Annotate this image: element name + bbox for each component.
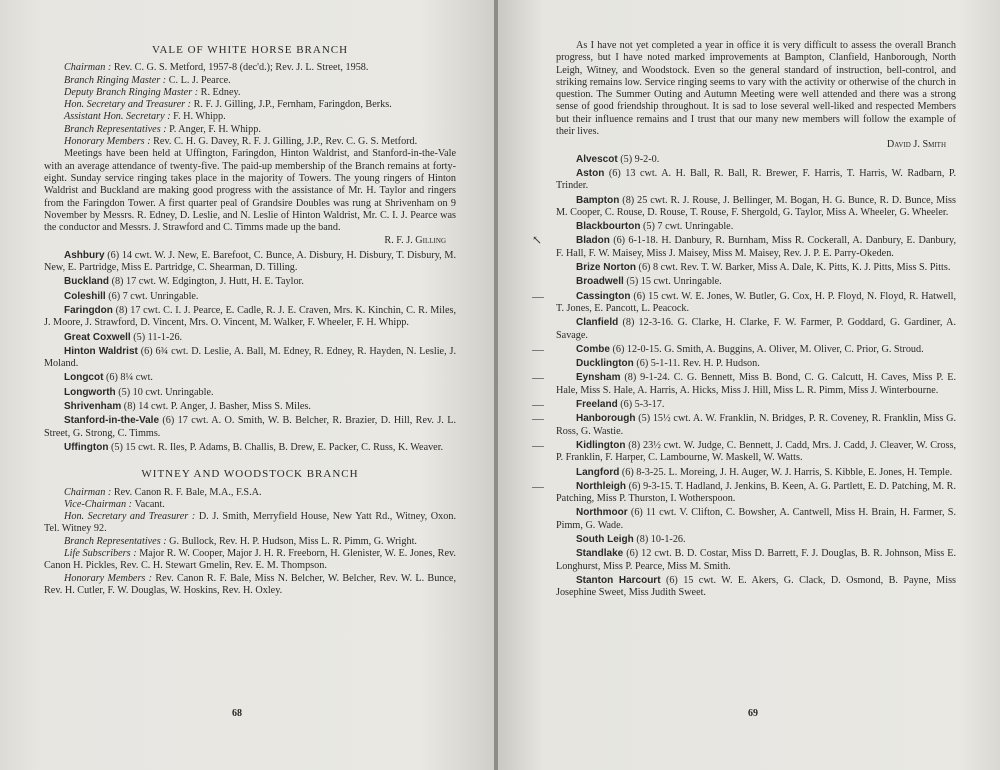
tower-details: (6) 14 cwt. W. J. New, E. Barefoot, C. Bunce, A. Disbury, H. Disbury, T. Disbury, M. New, E. Partridge, Miss E. Partridge, C. Shearman, D. Tilling. xyxy=(44,249,457,274)
pencil-margin-mark: ↖ xyxy=(532,233,543,247)
tower-name: Aston xyxy=(576,167,605,179)
officer-line: Hon. Secretary and Treasurer : R. F. J. Gilling, J.P., Fernham, Faringdon, Berks. xyxy=(64,99,392,111)
tower-details: (6) 8 cwt. Rev. T. W. Barker, Miss A. Dale, K. Pitts, K. J. Pitts, Miss S. Pitts. xyxy=(638,262,951,274)
tower-name: Bampton xyxy=(576,194,620,206)
tower-name: Faringdon xyxy=(64,304,113,316)
tower-details: (5) 15 cwt. Unringable. xyxy=(626,276,722,288)
tower-name: Clanfield xyxy=(576,317,619,329)
officer-label: Assistant Hon. Secretary xyxy=(64,111,165,123)
tower-details: (8) 17 cwt. W. Edgington, J. Hutt, H. E. Taylor. xyxy=(111,276,304,288)
report-signature-vale: R. F. J. Gilling xyxy=(384,235,446,247)
officer-line: Vice-Chairman : Vacant. xyxy=(64,498,165,510)
tower-name: Alvescot xyxy=(576,153,618,165)
officer-line: Branch Representatives : G. Bullock, Rev. H. P. Hudson, Miss L. R. Pimm, G. Wright. xyxy=(64,535,417,547)
tower-details: (8) 25 cwt. R. J. Rouse, J. Bellinger, M. Bogan, H. G. Bunce, R. D. Bunce, Miss M. Cooper, C. Rouse, D. Rouse, T. Rouse, F. Shergold, G. Taylor, Miss A. Wheeler, G. Wheeler. xyxy=(556,194,956,218)
officer-line: Deputy Branch Ringing Master : R. Edney. xyxy=(64,86,241,98)
branch-report-vale: Meetings have been held at Uffington, Faringdon, Hinton Waldrist, and Stanford-in-the-Vale with an average attendance of twenty-five. The paid-up membership of the Branch remains at forty-eight. Sunday service ringing takes place in the majority of Towers. The young ringers of Hinton Waldrist and Buckland are making good progress with the assistance of Mr. H. Taylor and ringers from the Faringdon Tower. A first quarter peal of Grandsire Doubles was rung at Shrivenham on 9 November by Messrs. R. Edney, D. Leslie, and N. Leslie of Hinton Waldrist, Mr. C. I. J. Pearce was the conductor and Messrs. J. Strawford and C. Timms made up the band. xyxy=(44,148,456,234)
officer-value: C. L. J. Pearce. xyxy=(168,74,231,86)
tower-entry xyxy=(556,358,956,370)
tower-details: (8) 10-1-26. xyxy=(636,533,686,545)
officer-label: Branch Representatives xyxy=(64,535,161,547)
tower-details: (6) 9-3-15. T. Hadland, J. Jenkins, B. Keen, A. G. Partlett, E. D. Patching, M. R. Patching, Miss P. Thurston, I. Wotherspoon. xyxy=(556,480,956,505)
branch-heading-witney: WITNEY AND WOODSTOCK BRANCH xyxy=(141,468,359,481)
tower-details: (6) 7 cwt. Unringable. xyxy=(108,290,199,302)
right-page xyxy=(498,0,1000,770)
tower-name: Longworth xyxy=(64,386,116,398)
tower-entry xyxy=(556,413,956,438)
tower-list-vale xyxy=(44,250,456,454)
tower-entry xyxy=(556,507,956,532)
officer-value: Major R. W. Cooper, Major J. H. R. Freeborn, H. Glenister, W. E. Jones, Rev. Canon H. Pickles, Rev. C. H. Stewart Gmelin, Rev. E. M. Thompson. xyxy=(44,547,456,572)
page-number-left: 68 xyxy=(232,707,242,719)
officer-value: R. Edney. xyxy=(200,86,241,98)
tower-name: Ashbury xyxy=(64,249,105,261)
tower-details: (8) 17 cwt. C. I. J. Pearce, E. Cadle, R. J. E. Craven, Mrs. K. Kinchin, C. R. Miles, J. Moore, J. Strawford, D. Vincent, Mrs. O. Vincent, M. Walker, F. Wheeler, F. H. Whipp. xyxy=(44,304,456,329)
tower-entry xyxy=(44,305,456,330)
tower-entry xyxy=(556,344,956,356)
officer-label: Honorary Members xyxy=(64,572,146,584)
officer-line: Honorary Members : Rev. C. H. G. Davey, R. F. J. Gilling, J.P., Rev. C. G. S. Metford. xyxy=(64,136,418,148)
officer-value: Rev. Canon R. F. Bale, Miss N. Belcher, W. Belcher, Rev. W. L. Bunce, Rev. H. Cutler, F. W. Douglas, W. Hoskins, Rev. H. Oxley. xyxy=(44,572,456,596)
tower-name: Standlake xyxy=(576,548,624,560)
officer-label: Hon. Secretary and Treasurer xyxy=(64,511,189,523)
officer-line: Assistant Hon. Secretary : F. H. Whipp. xyxy=(64,111,226,123)
tower-entry xyxy=(556,399,956,411)
officers-list-witney xyxy=(44,487,456,598)
officer-label: Vice-Chairman xyxy=(64,498,127,510)
tower-details: (6) 5-1-11. Rev. H. P. Hudson. xyxy=(636,358,760,370)
tower-entry xyxy=(556,481,956,506)
officer-line: Branch Ringing Master : C. L. J. Pearce. xyxy=(64,74,231,86)
tower-entry xyxy=(556,195,956,220)
tower-entry xyxy=(556,575,956,600)
tower-details: (5) 9-2-0. xyxy=(620,153,660,165)
pencil-margin-mark: — xyxy=(532,438,544,452)
officer-line: Branch Representatives : P. Anger, F. H. Whipp. xyxy=(64,123,261,135)
tower-details: (6) 8-3-25. L. Moreing, J. H. Auger, W. J. Harris, S. Kibble, E. Jones, H. Temple. xyxy=(621,466,953,478)
tower-details: (5) 10 cwt. Unringable. xyxy=(118,386,214,398)
tower-details: (8) 23½ cwt. W. Judge, C. Bennett, J. Cadd, Mrs. J. Cadd, J. Cleaver, W. Cross, P. Franklin, F. Harper, C. Lambourne, W. Maskell, W. Watts. xyxy=(556,439,957,464)
tower-entry xyxy=(44,250,456,275)
tower-name: Hinton Waldrist xyxy=(64,345,138,357)
officer-value: F. H. Whipp. xyxy=(173,111,226,123)
tower-entry xyxy=(556,467,956,479)
tower-details: (6) 6-1-18. H. Danbury, R. Burnham, Miss R. Cockerall, A. Danbury, E. Danbury, F. Hall, F. W. Maisey, Miss J. Maisey, Miss M. Maisey, Rev. J. P. E. Parry-Okeden. xyxy=(556,235,956,259)
tower-details: (6) 11 cwt. V. Clifton, C. Bowsher, A. Cantwell, Miss H. Brain, H. Farmer, S. Pimm, G. Wade. xyxy=(556,507,956,531)
tower-details: (6) 15 cwt. W. E. Akers, G. Clack, D. Osmond, B. Payne, Miss Josephine Sweet, Miss Judith Sweet. xyxy=(556,574,957,599)
tower-details: (6) 6¾ cwt. D. Leslie, A. Ball, M. Edney, R. Edney, R. Hayden, N. Leslie, J. Moland. xyxy=(44,345,457,370)
tower-name: Brize Norton xyxy=(576,262,636,274)
officer-value: R. F. J. Gilling, J.P., Fernham, Faringdon, Berks. xyxy=(193,99,392,111)
officer-line: Chairman : Rev. C. G. S. Metford, 1957-8 (dec'd.); Rev. J. L. Street, 1958. xyxy=(64,62,369,74)
pencil-margin-mark: — xyxy=(532,411,544,425)
tower-name: Great Coxwell xyxy=(64,331,131,343)
officer-label: Life Subscribers xyxy=(64,547,131,559)
officer-label: Chairman xyxy=(64,486,106,498)
tower-name: Kidlington xyxy=(576,439,626,451)
pencil-margin-mark: — xyxy=(532,289,544,303)
tower-name: Ducklington xyxy=(576,358,634,370)
tower-name: Blackbourton xyxy=(576,221,641,233)
tower-name: Cassington xyxy=(576,290,631,302)
pencil-margin-mark: — xyxy=(532,342,544,356)
tower-entry xyxy=(44,276,456,288)
tower-details: (5) 15½ cwt. A. W. Franklin, N. Bridges, P. R. Coveney, R. Franklin, Miss G. Ross, G. Wastie. xyxy=(556,413,957,437)
left-page xyxy=(0,0,496,770)
tower-entry xyxy=(44,387,456,399)
tower-entry xyxy=(556,291,956,316)
tower-name: Northleigh xyxy=(576,480,626,492)
officer-label: Branch Representatives xyxy=(64,123,161,135)
tower-details: (5) 15 cwt. R. Iles, P. Adams, B. Challis, B. Drew, E. Packer, C. Russ, K. Weaver. xyxy=(110,441,444,453)
tower-entry xyxy=(556,548,956,573)
tower-entry xyxy=(556,154,956,166)
tower-details: (6) 12 cwt. B. D. Costar, Miss D. Barrett, F. J. Douglas, B. R. Johnson, Miss E. Longhurst, Miss P. Pearce, Miss M. Smith. xyxy=(556,548,956,572)
tower-name: Stanton Harcourt xyxy=(576,574,661,586)
pencil-margin-mark: — xyxy=(532,370,544,384)
officer-value: G. Bullock, Rev. H. P. Hudson, Miss L. R. Pimm, G. Wright. xyxy=(169,535,417,547)
officer-value: Rev. C. G. S. Metford, 1957-8 (dec'd.); Rev. J. L. Street, 1958. xyxy=(113,62,369,74)
pencil-margin-mark: — xyxy=(532,397,544,411)
tower-name: Langford xyxy=(576,466,620,478)
tower-name: Bladon xyxy=(576,235,610,247)
tower-name: South Leigh xyxy=(576,533,634,545)
tower-name: Combe xyxy=(576,343,610,355)
tower-entry xyxy=(44,291,456,303)
tower-name: Eynsham xyxy=(576,372,621,384)
tower-entry xyxy=(44,401,456,413)
tower-details: (6) 8¼ cwt. xyxy=(105,372,153,384)
officer-value: D. J. Smith, Merryfield House, New Yatt Rd., Witney, Oxon. Tel. Witney 92. xyxy=(44,511,456,535)
tower-name: Northmoor xyxy=(576,507,628,519)
tower-details: (6) 5-3-17. xyxy=(620,399,665,411)
officer-label: Chairman xyxy=(64,62,106,74)
tower-entry xyxy=(556,372,956,397)
tower-entry xyxy=(556,221,956,233)
tower-details: (8) 9-1-24. C. G. Bennett, Miss B. Bond, C. G. Calcutt, H. Caves, Miss P. E. Hale, Miss S. Hale, A. Harris, A. Hicks, Miss J. Hill, Miss L. R. Pimm, Miss J. Winterbourne. xyxy=(556,372,956,396)
officer-line: Life Subscribers : Major R. W. Cooper, Major J. H. R. Freeborn, H. Glenister, W. E. Jones, Rev. Canon H. Pickles, Rev. C. H. Stewart Gmelin, Rev. E. M. Thompson. xyxy=(44,547,456,572)
tower-entry xyxy=(44,415,456,440)
tower-entry xyxy=(556,440,956,465)
officer-value: P. Anger, F. H. Whipp. xyxy=(169,123,261,135)
tower-name: Broadwell xyxy=(576,276,624,288)
tower-details: (5) 11-1-26. xyxy=(133,331,183,343)
tower-name: Longcot xyxy=(64,372,104,384)
tower-entry xyxy=(44,372,456,384)
tower-details: (5) 7 cwt. Unringable. xyxy=(643,221,734,233)
officer-line: Chairman : Rev. Canon R. F. Bale, M.A., F.S.A. xyxy=(64,486,262,498)
tower-entry xyxy=(44,346,456,371)
tower-entry xyxy=(44,442,456,454)
officer-value: Rev. Canon R. F. Bale, M.A., F.S.A. xyxy=(113,486,262,498)
tower-entry xyxy=(556,276,956,288)
tower-details: (6) 13 cwt. A. H. Ball, R. Ball, R. Brewer, F. Harris, T. Harris, W. Radbarn, P. Trinder. xyxy=(556,167,957,192)
tower-name: Stanford-in-the-Vale xyxy=(64,415,160,427)
tower-name: Coleshill xyxy=(64,290,106,302)
tower-details: (6) 12-0-15. G. Smith, A. Buggins, A. Oliver, M. Oliver, C. Prior, G. Stroud. xyxy=(612,343,924,355)
tower-entry xyxy=(556,262,956,274)
tower-details: (8) 12-3-16. G. Clarke, H. Clarke, F. W. Farmer, P. Goddard, G. Gardiner, A. Savage. xyxy=(556,317,957,341)
tower-name: Shrivenham xyxy=(64,401,122,413)
officer-label: Honorary Members xyxy=(64,136,145,148)
tower-entry xyxy=(44,332,456,344)
branch-heading-vale: VALE OF WHITE HORSE BRANCH xyxy=(151,44,349,56)
tower-entry xyxy=(556,235,956,260)
officer-value: Rev. C. H. G. Davey, R. F. J. Gilling, J.P., Rev. C. G. S. Metford. xyxy=(153,136,418,148)
tower-list-witney xyxy=(556,154,956,600)
officer-line: Honorary Members : Rev. Canon R. F. Bale, Miss N. Belcher, W. Belcher, Rev. W. L. Bunce, Rev. H. Cutler, F. W. Douglas, W. Hoskins, Rev. H. Oxley. xyxy=(44,572,456,596)
officer-label: Hon. Secretary and Treasurer xyxy=(64,99,186,111)
tower-name: Buckland xyxy=(64,276,110,288)
officer-value: Vacant. xyxy=(134,498,165,510)
tower-details: (8) 14 cwt. P. Anger, J. Basher, Miss S. Miles. xyxy=(123,401,311,413)
tower-entry xyxy=(556,534,956,546)
tower-name: Uffington xyxy=(64,441,109,453)
page-number-right: 69 xyxy=(748,707,758,719)
report-signature-witney: David J. Smith xyxy=(886,139,946,151)
tower-details: (6) 17 cwt. A. O. Smith, W. B. Belcher, R. Brazier, D. Hill, Rev. J. L. Street, G. Strong, C. Timms. xyxy=(44,415,456,439)
branch-report-witney: As I have not yet completed a year in office it is very difficult to assess the overall Branch progress, but I have noted marked improvements at Bampton, Clanfield, Hanborough, North Leigh, Witney, and Woodstock. Even so the general standard of instruction, bell-control, and striking remains low. Service ringing seems to vary with the activity or otherwise of the church in question. The Summer Outing and Autumn Meeting were well attended and there was a strong sense of good friendship throughout. It is sad to lose several well-liked and respected Members but their influence remains and I trust that our many new members will follow the example of their lives. xyxy=(556,40,956,138)
officers-list-vale xyxy=(44,62,456,148)
officer-label: Deputy Branch Ringing Master xyxy=(64,86,193,98)
tower-name: Freeland xyxy=(576,399,618,411)
officer-label: Branch Ringing Master xyxy=(64,74,161,86)
tower-entry xyxy=(556,317,956,342)
tower-entry xyxy=(556,168,956,193)
officer-line: Hon. Secretary and Treasurer : D. J. Smith, Merryfield House, New Yatt Rd., Witney, Oxon. Tel. Witney 92. xyxy=(44,511,456,535)
tower-name: Hanborough xyxy=(576,413,636,425)
pencil-margin-mark: — xyxy=(532,479,544,493)
tower-details: (6) 15 cwt. W. E. Jones, W. Butler, G. Cox, H. P. Floyd, N. Floyd, R. Hatwell, T. Jones, E. Pancott, L. Peacock. xyxy=(556,290,957,314)
